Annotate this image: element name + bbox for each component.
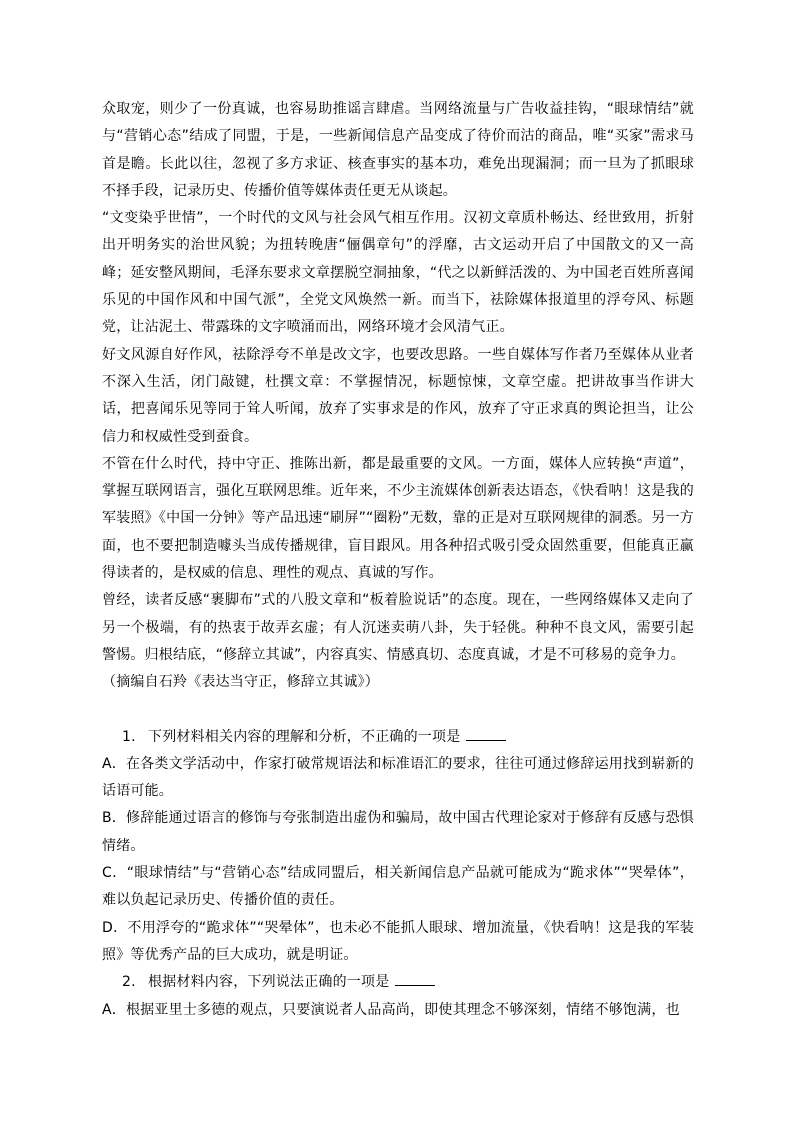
document-page bbox=[102, 96, 694, 1024]
option-c: C．“眼球情结”与“营销心态”结成同盟后，相关新闻信息产品就可能成为“跪求体”“哭晕体”，难以负起记录历史、传播价值的责任。 bbox=[102, 865, 694, 909]
passage-paragraph: 曾经，读者反感“裹脚布”式的八股文章和“板着脸说话”的态度。现在，一些网络媒体又走向了另一个极端，有的热衷于故弄玄虚；有人沉迷卖萌八卦，失于轻佻。种种不良文风，需要引起警惕。归根结底，“修辞立其诚”，内容真实、情感真切、态度真诚，才是不可移易的竞争力。 bbox=[102, 592, 694, 663]
option-a: A．根据亚里士多德的观点，只要演说者人品高尚，即使其理念不够深刻，情绪不够饱满，也 bbox=[102, 1001, 680, 1018]
question-number: 1. bbox=[122, 728, 136, 745]
answer-blank[interactable] bbox=[466, 726, 506, 741]
reading-passage bbox=[102, 96, 694, 697]
answer-blank[interactable] bbox=[395, 971, 435, 986]
question-block bbox=[102, 969, 694, 1024]
passage-paragraph: 众取宠，则少了一份真诚，也容易助推谣言肆虐。当网络流量与广告收益挂钩，“眼球情结”就与“营销心态”结成了同盟，于是，一些新闻信息产品变成了待价而沽的商品，唯“买家”需求马首是瞻。长此以往，忽视了多方求证、核查事实的基本功，难免出现漏洞；而一旦为了抓眼球不择手段，记录历史、传播价值等媒体责任更无从谈起。 bbox=[102, 101, 694, 199]
question-text: 根据材料内容，下列说法正确的一项是 bbox=[148, 974, 390, 991]
question-text: 下列材料相关内容的理解和分析，不正确的一项是 bbox=[148, 728, 461, 745]
question-block bbox=[102, 724, 694, 970]
passage-paragraph: 好文风源自好作风，祛除浮夸不单是改文字，也要改思路。一些自媒体写作者乃至媒体从业者不深入生活，闭门敲键，杜撰文章：不掌握情况，标题惊悚，文章空虚。把讲故事当作讲大话，把喜闻乐见等同于耸人听闻，放弃了实事求是的作风，放弃了守正求真的舆论担当，让公信力和权威性受到蚕食。 bbox=[102, 346, 694, 445]
option-a: A．在各类文学活动中，作家打破常规语法和标准语汇的要求，往往可通过修辞运用找到崭新的话语可能。 bbox=[102, 755, 694, 800]
passage-paragraph: 不管在什么时代，持中守正、推陈出新，都是最重要的文风。一方面，媒体人应转换“声道”，掌握互联网语言，强化互联网思维。近年来，不少主流媒体创新表达语态，《快看呐！这是我的军装照》《中国一分钟》等产品迅速“刷屏”“圈粉”无数，靠的正是对互联网规律的洞悉。另一方面，也不要把制造噱头当成传播规律，盲目跟风。用各种招式吸引受众固然重要，但能真正赢得读者的，是权威的信息、理性的观点、真诚的写作。 bbox=[102, 455, 694, 582]
passage-source: （摘编自石羚《表达当守正，修辞立其诚》） bbox=[102, 674, 379, 691]
section-gap bbox=[102, 697, 694, 724]
question-number: 2. bbox=[122, 974, 136, 991]
passage-paragraph: “文变染乎世情”，一个时代的文风与社会风气相互作用。汉初文章质朴畅达、经世致用，折射出开明务实的治世风貌；为扭转晚唐“俪偶章句”的浮靡，古文运动开启了中国散文的又一高峰；延安整风期间，毛泽东要求文章摆脱空洞抽象，“代之以新鲜活泼的、为中国老百姓所喜闻乐见的中国作风和中国气派”，全党文风焕然一新。而当下，祛除媒体报道里的浮夸风、标题党，让沾泥土、带露珠的文字喷涌而出，网络环境才会风清气正。 bbox=[102, 210, 694, 336]
question-stem bbox=[102, 969, 694, 996]
option-d: D．不用浮夸的“跪求体”“哭晕体”，也未必不能抓人眼球、增加流量，《快看呐！这是我的军装照》等优秀产品的巨大成功，就是明证。 bbox=[102, 919, 694, 963]
question-stem bbox=[102, 724, 694, 751]
option-b: B．修辞能通过语言的修饰与夸张制造出虚伪和骗局，故中国古代理论家对于修辞有反感与恐惧情绪。 bbox=[102, 810, 695, 854]
